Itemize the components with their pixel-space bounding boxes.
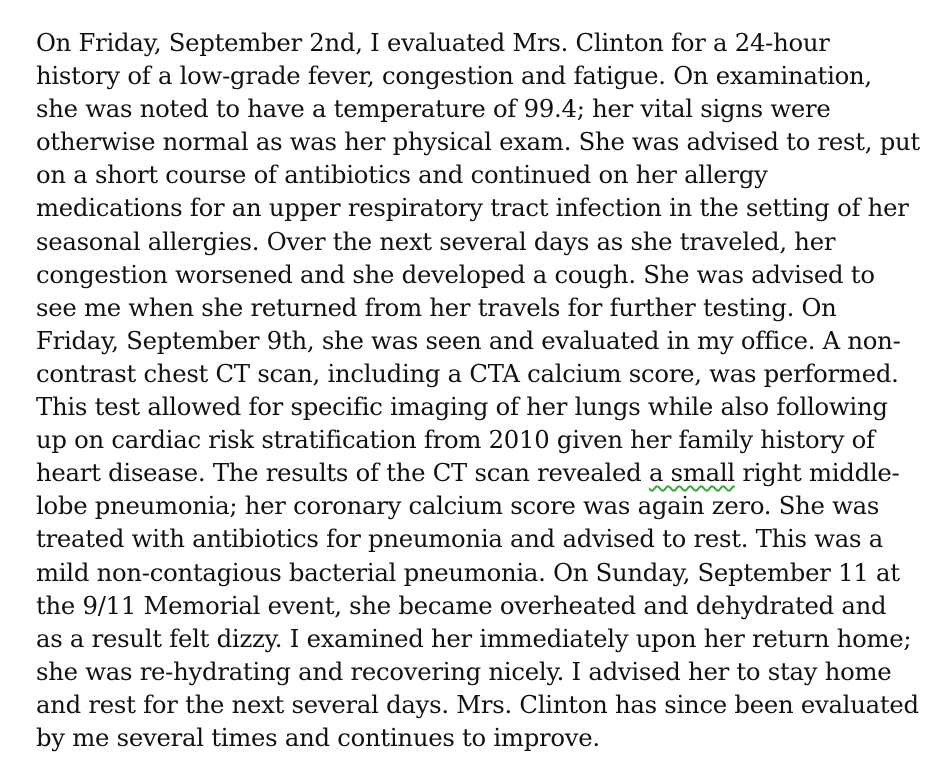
text-line: see me when she returned from her travels for further testing. On (36, 292, 837, 322)
text-line: as a result felt dizzy. I examined her immediately upon her return home; (36, 623, 912, 653)
text-line: heart disease. The results of the CT scan revealed a small right middle- (36, 458, 900, 488)
text-line: On Friday, September 2nd, I evaluated Mrs. Clinton for a 24-hour (36, 28, 830, 57)
text-line: by me several times and continues to improve. (36, 722, 600, 752)
grammar-squiggle[interactable]: a small (648, 458, 735, 488)
text-line: lobe pneumonia; her coronary calcium score was again zero. She was (36, 491, 880, 521)
text-line: mild non-contagious bacterial pneumonia. On Sunday, September 11 at (36, 557, 900, 587)
text-line: the 9/11 Memorial event, she became overheated and dehydrated and (36, 590, 887, 620)
text-line: seasonal allergies. Over the next several days as she traveled, her (36, 226, 836, 256)
text-line: Friday, September 9th, she was seen and evaluated in my office. A non- (36, 325, 901, 355)
text-line: on a short course of antibiotics and continued on her allergy (36, 160, 768, 190)
text-line: she was re-hydrating and recovering nicely. I advised her to stay home (36, 656, 892, 686)
text-line: history of a low-grade fever, congestion and fatigue. On examination, (36, 61, 872, 91)
text-line: up on cardiac risk stratification from 2010 given her family history of (36, 425, 875, 455)
document-body (36, 26, 926, 754)
text-line: medications for an upper respiratory tract infection in the setting of her (36, 193, 909, 223)
text-line: contrast chest CT scan, including a CTA calcium score, was performed. (36, 358, 899, 388)
text-line: and rest for the next several days. Mrs. Clinton has since been evaluated (36, 689, 919, 719)
text-line: congestion worsened and she developed a cough. She was advised to (36, 259, 875, 289)
text-line: she was noted to have a temperature of 99.4; her vital signs were (36, 94, 831, 124)
text-line: treated with antibiotics for pneumonia and advised to rest. This was a (36, 524, 883, 554)
text-line: This test allowed for specific imaging of her lungs while also following (36, 392, 888, 422)
text-line: otherwise normal as was her physical exam. She was advised to rest, put (36, 127, 920, 157)
